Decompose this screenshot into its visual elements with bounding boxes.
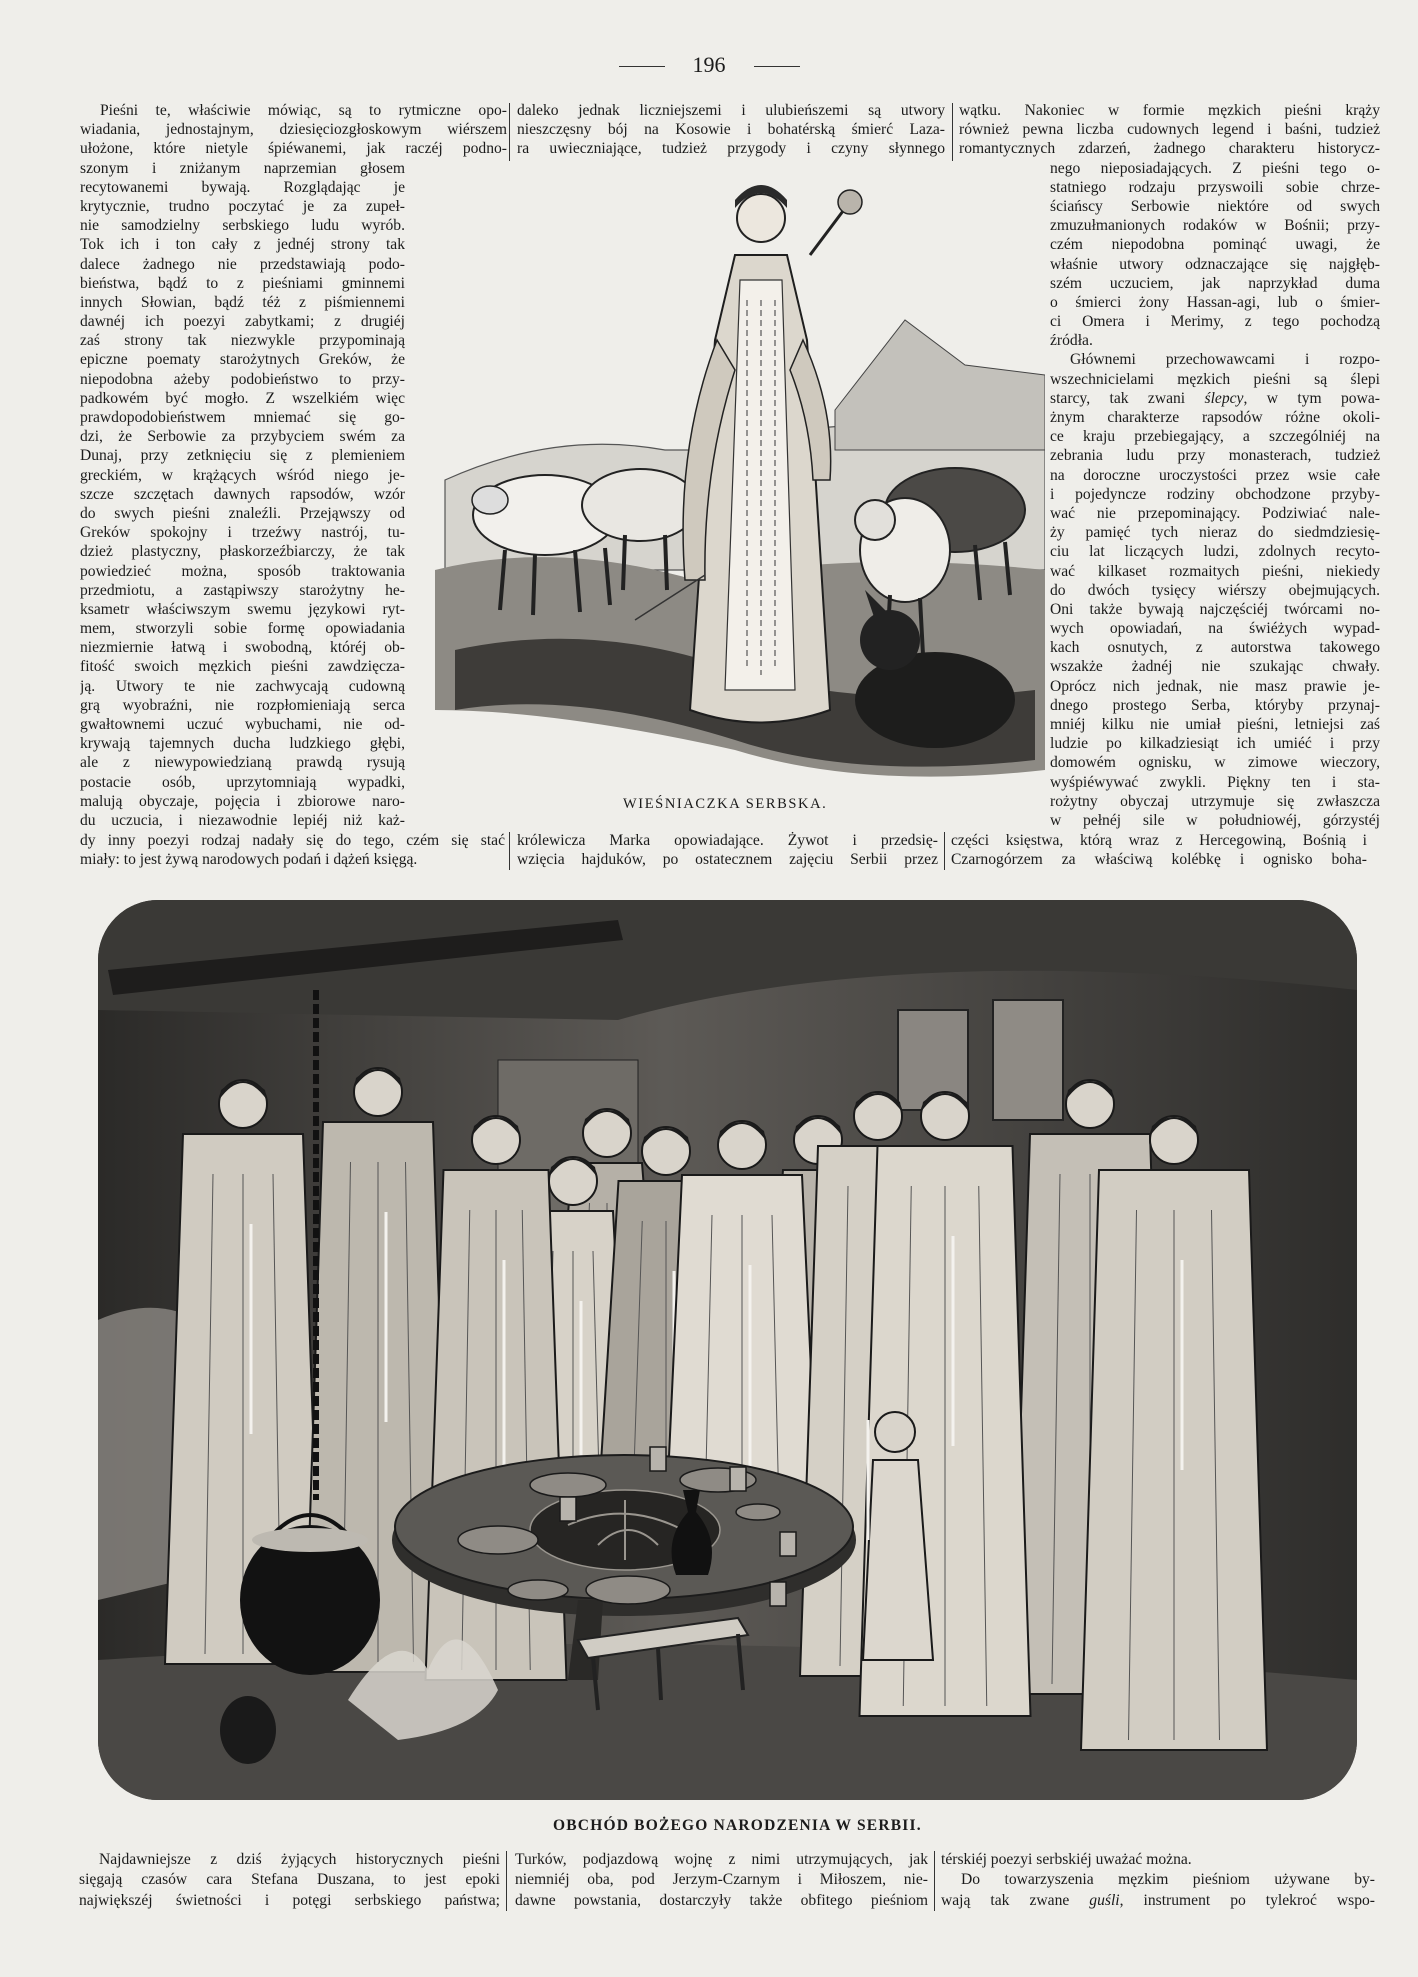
text-line: wątku. Nakoniec w formie męzkich pieśni krąży <box>959 102 1380 119</box>
text-line: przedmiotu, a zastąpiwszy starożytny he- <box>80 581 405 599</box>
plate <box>586 1576 670 1604</box>
text-line: wych opowiadań, na świéżych wypad- <box>1050 620 1380 638</box>
text-line: wiadania, jednostajnym, dziesięciozgłoskowym wiérszem <box>80 121 507 139</box>
text-line: innych Słowian, bądź téż z piśmiennemi <box>80 293 405 311</box>
page-number-dash-left <box>619 66 665 67</box>
text-line: największéj świetności i potęgi serbskiego państwa; <box>79 1891 500 1909</box>
text-line: do swych pieśni znaleźli. Przejąwszy od <box>80 504 405 522</box>
text-line: domowém ognisku, w zimowe wieczory, <box>1050 754 1380 772</box>
text-line: romantycznych zdarzeń, żadnego charakteru historycz- <box>959 140 1380 158</box>
text-line: ciu lat liczących ludzi, zdolnych recyto- <box>1050 543 1380 561</box>
text-line: sięgają czasów cara Stefana Duszana, to jest epoki <box>79 1871 500 1889</box>
text-line: ale z niewypowiedzianą prawdą rysują <box>80 754 405 772</box>
page-number-value: 196 <box>692 52 726 77</box>
text-line: epiczne poematy starożytnych Greków, że <box>80 351 405 369</box>
text-segment: , w tym powa- <box>1243 389 1380 407</box>
text-line: w pełnéj sile w południowéj, górzystéj <box>1050 811 1380 829</box>
text-line: krywają tajemnych ducha ludzkiego głębi, <box>80 735 405 753</box>
middle-column-bottom <box>517 831 938 869</box>
text-line: gwałtownemi uczuć wybuchami, nie od- <box>80 716 405 734</box>
plate <box>508 1580 568 1600</box>
plate <box>530 1473 606 1497</box>
text-line: Oprócz nich jednak, nie masz prawie je- <box>1050 677 1380 695</box>
text-line: dnego prostego Serba, któryby przynaj- <box>1050 696 1380 714</box>
bottom-right-column <box>941 1850 1375 1911</box>
text-line: térskiéj poezyi serbskiéj uważać można. <box>941 1851 1192 1868</box>
text-line: zaś strony tak niezwykle przypominają <box>80 332 405 350</box>
text-line: rożytny obyczaj utrzymuje się zwłaszcza <box>1050 792 1380 810</box>
text-line: ściańscy Serbowie niektóre od swych <box>1050 197 1380 215</box>
text-line: ci Omera i Merimy, z tego pochodzą <box>1050 313 1380 331</box>
text-line: du uczucia, i niezawodnie lepiéj niż każ- <box>80 811 405 829</box>
page-number <box>0 52 1418 78</box>
text-line: dalece żadnego nie przedstawiają podo- <box>80 255 405 273</box>
text-line: Czarnogórzem za właściwą kolébkę i ognisko boha- <box>951 850 1367 868</box>
text-line: niemniéj oba, pod Jerzym-Czarnym i Miłoszem, nie- <box>515 1871 928 1889</box>
text-line: szonym i zniżanym naprzemian głosem <box>80 159 405 177</box>
icon-picture <box>993 1000 1063 1120</box>
bottom-left-column <box>79 1850 500 1911</box>
cup <box>780 1532 796 1556</box>
italic-term: guśli <box>1089 1891 1120 1909</box>
text-line: niepodobna ażeby podobieństwo to przy- <box>80 370 405 388</box>
text-line: i pojedyncze rodziny obchodzone przyby- <box>1050 485 1380 503</box>
text-line: Najdawniejsze z dziś żyjących historycznych pieśni <box>99 1851 500 1868</box>
text-line: malują obyczaje, pojęcia i zbiorowe naro- <box>80 792 405 810</box>
text-line: wać kilkaset rozmaitych pieśni, niekiedy <box>1050 562 1380 580</box>
cup <box>560 1497 576 1521</box>
text-line: źródła. <box>1050 332 1093 350</box>
right-column-beside-figure <box>1050 159 1380 831</box>
text-line: Głównemi przechowawcami i rozpo- <box>1070 351 1380 369</box>
text-line: mem, stworzyli sobie formę opowiadania <box>80 620 405 638</box>
text-line: padkowém być mogło. Z wszelkiém więc <box>80 389 405 407</box>
text-line: Do towarzyszenia męzkim pieśniom używane by- <box>961 1871 1375 1889</box>
text-line: ży pamięć tych nieraz do siedmdziesię- <box>1050 524 1380 542</box>
clay-pot <box>220 1696 276 1764</box>
figure-caption-christmas: OBCHÓD BOŻEGO NARODZENIA W SERBII. <box>553 1817 922 1834</box>
text-line: recytowanemi bywają. Rozglądając je <box>80 178 405 196</box>
text-line: Oni także bywają najczęściéj twórcami no- <box>1050 600 1380 618</box>
text-line: prawdopodobieństwem mniemać się go- <box>80 409 405 427</box>
text-line: królewicza Marka opowiadające. Żywot i przedsię- <box>517 831 938 849</box>
plate <box>736 1504 780 1520</box>
text-line: ksametr właściwszym swemu językowi ryt- <box>80 600 405 618</box>
column-rule <box>944 832 945 870</box>
bottom-middle-column <box>515 1850 928 1911</box>
text-segment: starcy, tak zwani <box>1050 389 1205 407</box>
text-line: bieństwa, bądź to z pieśniami gminnemi <box>80 274 405 292</box>
text-line: dzież plastyczny, płaskorzeźbiarczy, że tak <box>80 543 405 561</box>
peasant-woman-engraving <box>435 150 1045 790</box>
text-line: szcze szczętach dawnych rapsodów, wzór <box>80 485 405 503</box>
text-line: szém uczuciem, jak naprzykład duma <box>1050 274 1380 292</box>
text-segment: wają tak zwane <box>941 1891 1090 1909</box>
text-line: statniego rodzaju przyswoili sobie chrze- <box>1050 178 1380 196</box>
text-line: Tok ich i ton cały z jednéj strony tak <box>80 236 405 254</box>
text-line: Pieśni te, właściwie mówiąc, są to rytmiczne opo- <box>100 102 507 119</box>
christmas-engraving <box>98 900 1357 1800</box>
page-number-dash-right <box>754 66 800 67</box>
figure-caption-peasant-woman: WIEŚNIACZKA SERBSKA. <box>623 796 828 812</box>
text-line: nie samodzielny serbskiego ludu wyrób. <box>80 217 405 235</box>
text-line: dawne powstania, dostarczyły także obfitego pieśniom <box>515 1891 928 1909</box>
text-line: grą wyobraźni, nie rozpłomieniają serca <box>80 696 405 714</box>
text-line: wszechnicielami męzkich pieśni są ślepi <box>1050 370 1380 388</box>
text-line: ułożone, które nietyle śpiéwanemi, jak raczéj podno- <box>80 140 507 158</box>
text-line: daleko jednak liczniejszemi i ulubieńszemi są utwory <box>517 102 945 119</box>
text-line: mniéj kilku nie umiał pieśni, letniejsi zaś <box>1050 716 1380 734</box>
text-line: części księstwa, którą wraz z Hercegowiną, Bośnią i <box>951 831 1367 849</box>
text-line: greckiém, w krążących wśród niego je- <box>80 466 405 484</box>
text-line: krytycznie, trudno poczytać je za zupeł- <box>80 197 405 215</box>
text-line: wzięcia hajduków, po ostatecznem zajęciu Serbii przez <box>517 850 938 868</box>
cup <box>650 1447 666 1471</box>
text-line: zebrania ludu przy monasterach, tudzież <box>1050 447 1380 465</box>
text-line: dawnéj ich poezyi zabytkami; z drugiéj <box>80 313 405 331</box>
text-line: ra uwieczniające, tudzież przygody i czyny słynnego <box>517 140 945 158</box>
text-line: na doroczne uroczystości przez wsie całe <box>1050 466 1380 484</box>
text-line: żnym charakterze rapsodów różne okoli- <box>1050 409 1380 427</box>
mountain <box>835 320 1045 450</box>
text-line: czém niepodobna pominąć uwagi, że <box>1050 236 1380 254</box>
cup <box>770 1582 786 1606</box>
text-segment: , instrument po tylekroć wspo- <box>1119 1891 1375 1909</box>
right-column-bottom <box>951 831 1367 869</box>
column-rule <box>506 1851 507 1911</box>
text-line: wać nie przepominający. Podziwiać nale- <box>1050 504 1380 522</box>
text-line: kach osnutych, z autorstwa takowego <box>1050 639 1380 657</box>
plate <box>458 1526 538 1554</box>
text-line: fitość swoich męzkich pieśni zawdzięcza- <box>80 658 405 676</box>
text-line: postacie osób, uprzytomniają wypadki, <box>80 773 405 791</box>
text-line: ludzie po kilkadziesiąt ich umiéć i przy <box>1050 735 1380 753</box>
standing-figure <box>1081 1116 1267 1750</box>
text-line: nieszczęsny bój na Kosowie i bohatérską śmierć Laza- <box>517 121 945 139</box>
text-line: zmuzułmanionych rodaków w Bośnii; przy- <box>1050 217 1380 235</box>
text-line: Dunaj, przy zetknięciu się z plemieniem <box>80 447 405 465</box>
text-line: miały: to jest żywą narodowych podań i dążeń księgą. <box>80 850 418 868</box>
left-column-beside-figure <box>80 159 405 831</box>
text-line: do dwóch tysięcy wiérszy obejmujących. <box>1050 581 1380 599</box>
text-line: o śmierci żony Hassan-agi, lub o śmier- <box>1050 293 1380 311</box>
text-line: Greków spokojny i trzeźwy nastrój, tu- <box>80 524 405 542</box>
text-line: Turków, podjazdową wojnę z nimi utrzymujących, jak <box>515 1851 928 1868</box>
text-line <box>941 1891 1375 1911</box>
text-line: wszakże żadnéj nie szukając chwały. <box>1050 658 1380 676</box>
cup <box>730 1467 746 1491</box>
column-rule <box>509 832 510 870</box>
text-line: dy inny poezyi rodzaj nadały się do tego, czém się stać <box>80 831 505 849</box>
head <box>875 1412 915 1452</box>
text-line: również pewna liczba cudownych legend i baśni, tudzież <box>959 121 1380 139</box>
text-line: nego nieposiadających. Z pieśni tego o- <box>1050 159 1380 177</box>
text-line: właśnie utwory odznaczające się najgłęb- <box>1050 255 1380 273</box>
text-line: ce kraju przebiegający, a szczególniéj na <box>1050 428 1380 446</box>
text-line: wyśpiéwywać zwykli. Piękny ten i sta- <box>1050 773 1380 791</box>
text-line: powiedzieć można, sposób traktowania <box>80 562 405 580</box>
text-line: ją. Utwory te nie zachwycają cudowną <box>80 677 405 695</box>
text-line: dzi, że Serbowie za przybyciem swém za <box>80 428 405 446</box>
italic-term: ślepcy <box>1204 389 1244 407</box>
column-rule <box>934 1851 935 1911</box>
left-column-bottom <box>80 831 505 869</box>
text-line <box>1050 389 1380 408</box>
text-line: niezmiernie łatwą i swobodną, któréj ob- <box>80 639 405 657</box>
